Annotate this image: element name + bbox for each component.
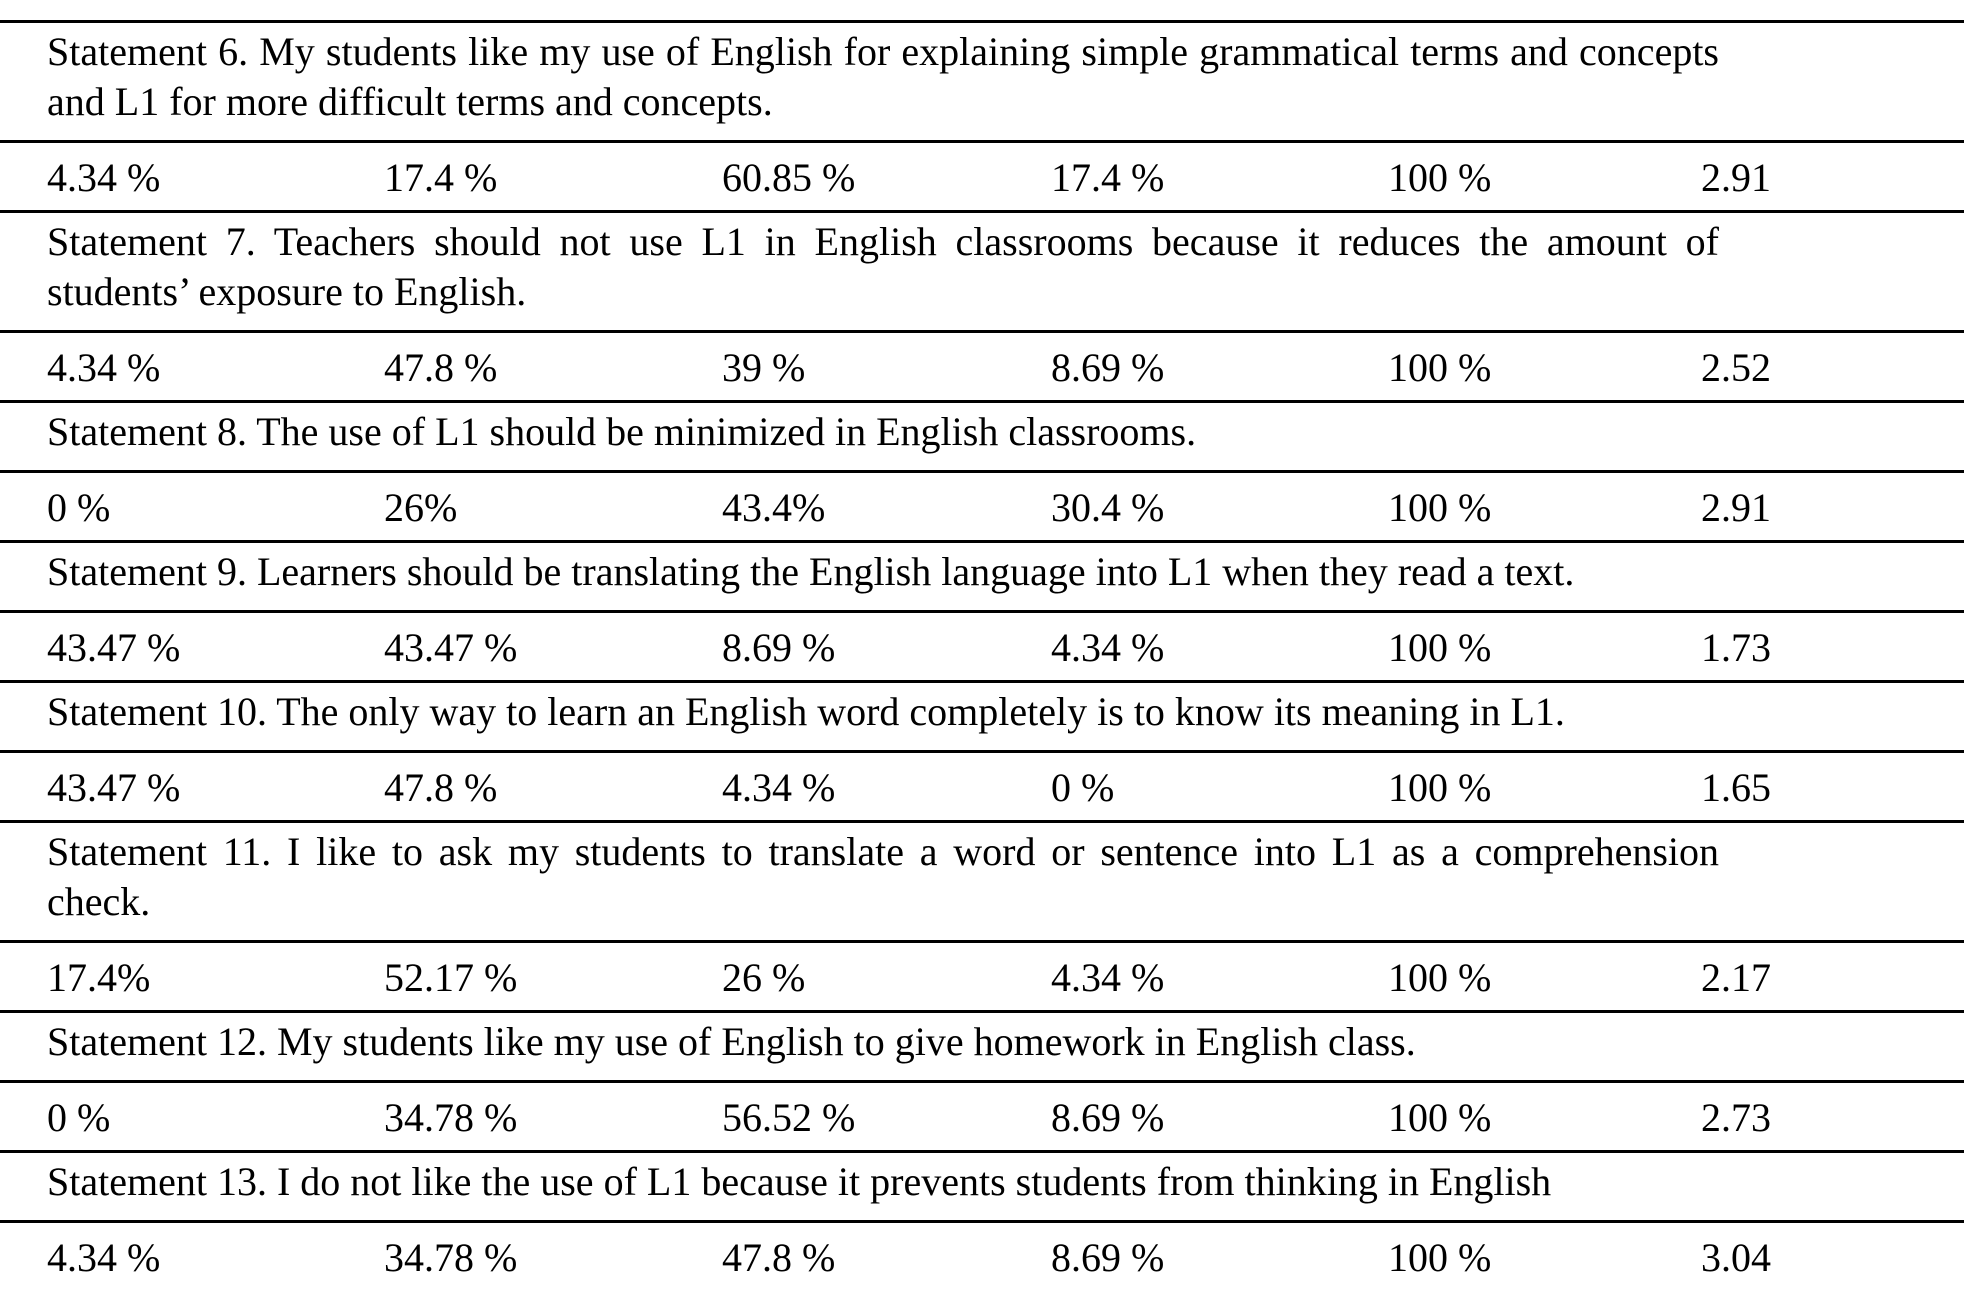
value-cell: 17.4 % bbox=[384, 155, 498, 200]
value-cell: 4.34 % bbox=[47, 1235, 161, 1280]
value-cell: 56.52 % bbox=[722, 1095, 856, 1140]
value-cell: 100 % bbox=[1388, 955, 1492, 1000]
value-cell: 100 % bbox=[1388, 765, 1492, 810]
value-cell: 4.34 % bbox=[1051, 955, 1165, 1000]
value-cell: 26% bbox=[384, 485, 458, 530]
statement-text: Statement 13. I do not like the use of L1 because it prevents students from thinking in English bbox=[47, 1159, 1552, 1204]
value-cell: 2.52 bbox=[1701, 345, 1771, 390]
statement-row bbox=[0, 1150, 1964, 1220]
statement-row bbox=[0, 680, 1964, 750]
statement-text: Statement 6. My students like my use of English for explaining simple grammatical terms and concepts and L1 for more difficult terms and concepts. bbox=[47, 29, 1719, 124]
values-row bbox=[0, 330, 1964, 400]
value-cell: 100 % bbox=[1388, 345, 1492, 390]
statements-table bbox=[0, 20, 1964, 1290]
value-cell: 0 % bbox=[47, 1095, 111, 1140]
value-cell: 47.8 % bbox=[384, 765, 498, 810]
value-cell: 3.04 bbox=[1701, 1235, 1771, 1280]
value-cell: 52.17 % bbox=[384, 955, 518, 1000]
value-cell: 2.17 bbox=[1701, 955, 1771, 1000]
statement-row bbox=[0, 20, 1964, 140]
value-cell: 8.69 % bbox=[1051, 1235, 1165, 1280]
value-cell: 100 % bbox=[1388, 485, 1492, 530]
value-cell: 4.34 % bbox=[47, 345, 161, 390]
statement-row bbox=[0, 400, 1964, 470]
values-row bbox=[0, 140, 1964, 210]
value-cell: 39 % bbox=[722, 345, 806, 390]
value-cell: 4.34 % bbox=[1051, 625, 1165, 670]
value-cell: 17.4 % bbox=[1051, 155, 1165, 200]
value-cell: 8.69 % bbox=[1051, 345, 1165, 390]
value-cell: 60.85 % bbox=[722, 155, 856, 200]
value-cell: 2.73 bbox=[1701, 1095, 1771, 1140]
value-cell: 100 % bbox=[1388, 1095, 1492, 1140]
value-cell: 26 % bbox=[722, 955, 806, 1000]
statement-row bbox=[0, 540, 1964, 610]
value-cell: 100 % bbox=[1388, 625, 1492, 670]
value-cell: 8.69 % bbox=[722, 625, 836, 670]
value-cell: 43.47 % bbox=[47, 765, 181, 810]
statement-text: Statement 8. The use of L1 should be minimized in English classrooms. bbox=[47, 409, 1197, 454]
value-cell: 1.73 bbox=[1701, 625, 1771, 670]
values-row bbox=[0, 470, 1964, 540]
statement-row bbox=[0, 210, 1964, 330]
value-cell: 8.69 % bbox=[1051, 1095, 1165, 1140]
value-cell: 0 % bbox=[1051, 765, 1115, 810]
value-cell: 100 % bbox=[1388, 155, 1492, 200]
value-cell: 30.4 % bbox=[1051, 485, 1165, 530]
value-cell: 47.8 % bbox=[384, 345, 498, 390]
statement-row bbox=[0, 820, 1964, 940]
values-row bbox=[0, 1220, 1964, 1290]
value-cell: 34.78 % bbox=[384, 1235, 518, 1280]
value-cell: 4.34 % bbox=[722, 765, 836, 810]
statement-row bbox=[0, 1010, 1964, 1080]
value-cell: 4.34 % bbox=[47, 155, 161, 200]
value-cell: 34.78 % bbox=[384, 1095, 518, 1140]
value-cell: 43.47 % bbox=[47, 625, 181, 670]
value-cell: 43.4% bbox=[722, 485, 826, 530]
value-cell: 1.65 bbox=[1701, 765, 1771, 810]
statement-text: Statement 7. Teachers should not use L1 in English classrooms because it reduces the amount of students’ exposure to English. bbox=[47, 219, 1719, 314]
value-cell: 43.47 % bbox=[384, 625, 518, 670]
values-row bbox=[0, 1080, 1964, 1150]
values-row bbox=[0, 610, 1964, 680]
values-row bbox=[0, 750, 1964, 820]
statement-text: Statement 11. I like to ask my students to translate a word or sentence into L1 as a comprehension check. bbox=[47, 829, 1719, 924]
value-cell: 47.8 % bbox=[722, 1235, 836, 1280]
statement-text: Statement 10. The only way to learn an English word completely is to know its meaning in L1. bbox=[47, 689, 1565, 734]
value-cell: 100 % bbox=[1388, 1235, 1492, 1280]
value-cell: 2.91 bbox=[1701, 485, 1771, 530]
statement-text: Statement 12. My students like my use of English to give homework in English class. bbox=[47, 1019, 1416, 1064]
value-cell: 17.4% bbox=[47, 955, 151, 1000]
value-cell: 2.91 bbox=[1701, 155, 1771, 200]
value-cell: 0 % bbox=[47, 485, 111, 530]
statement-text: Statement 9. Learners should be translating the English language into L1 when they read a text. bbox=[47, 549, 1575, 594]
values-row bbox=[0, 940, 1964, 1010]
